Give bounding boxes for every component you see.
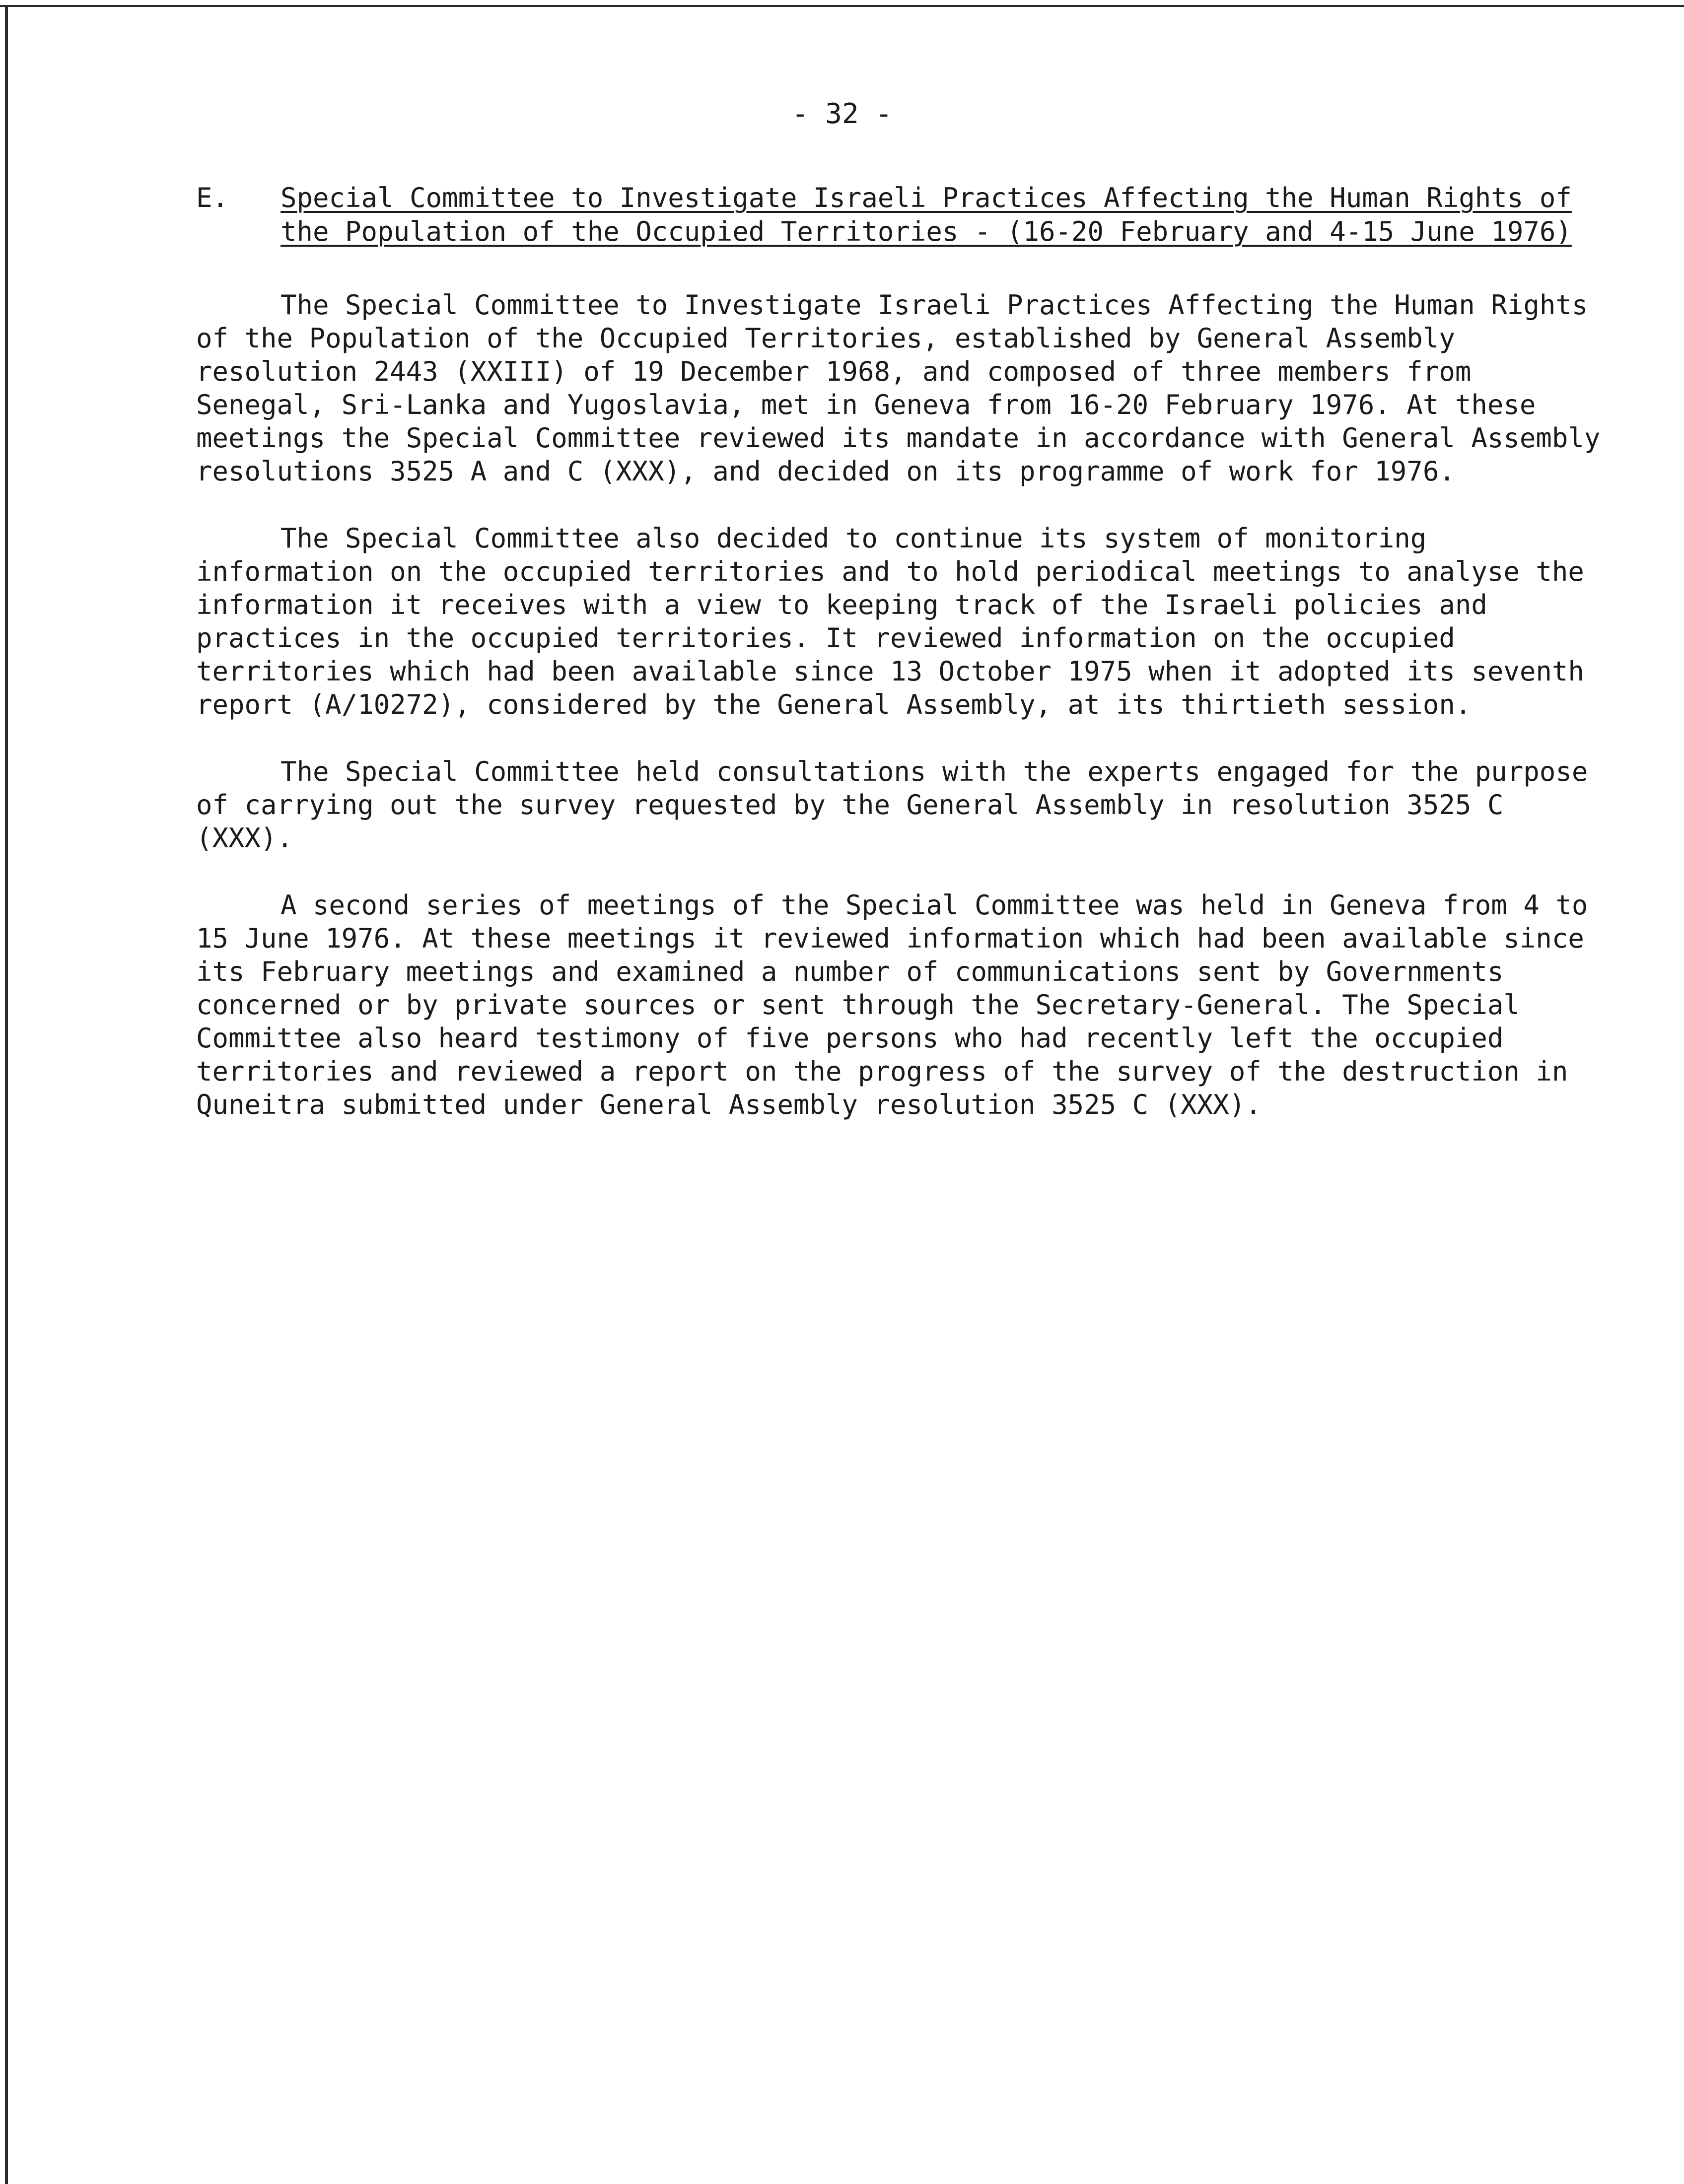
page-number: - 32 - — [791, 98, 893, 130]
scan-edge-top — [0, 5, 1684, 7]
paragraph-2: The Special Committee also decided to continue its system of monitoring information on the occupied territories and to hold periodical meetings to analyse the information it receives with a view to keeping track of the Israeli policies and practices in the occupied territories. It reviewed information on the occupied territories which had been available since 13 October 1975 when it adopted its seventh report (A/10272), considered by the General Assembly, at its thirtieth session. — [196, 523, 1584, 720]
paragraph-3: The Special Committee held consultations with the experts engaged for the purpose of carrying out the survey requested by the General Assembly in resolution 3525 C (XXX). — [196, 756, 1588, 854]
section-e — [196, 181, 1601, 1121]
paragraph-1: The Special Committee to Investigate Israeli Practices Affecting the Human Rights of the Population of the Occupied Territories, established by General Assembly resolution 2443 (XXIII) of 19 December 1968, and composed of three members from Senegal, Sri-Lanka and Yugoslavia, met in Geneva from 16-20 February 1976. At these meetings the Special Committee reviewed its mandate in accordance with General Assembly resolutions 3525 A and C (XXX), and decided on its programme of work for 1976. — [196, 289, 1601, 487]
section-letter: E. — [196, 182, 229, 213]
section-heading — [196, 181, 1601, 249]
scan-edge-left — [5, 5, 8, 2184]
paragraph-4: A second series of meetings of the Special Committee was held in Geneva from 4 to 15 June 1976. At these meetings it reviewed information which had been available since its February meetings and examined a number of communications sent by Governments concerned or by private sources or sent through the Secretary-General. The Special Committee also heard testimony of five persons who had recently left the occupied territories and reviewed a report on the progress of the survey of the destruction in Quneitra submitted under General Assembly resolution 3525 C (XXX). — [196, 889, 1588, 1120]
section-heading-text: Special Committee to Investigate Israeli Practices Affecting the Human Rights of the Population of the Occupied Territories - (16-20 February and 4-15 June 1976) — [281, 182, 1572, 247]
